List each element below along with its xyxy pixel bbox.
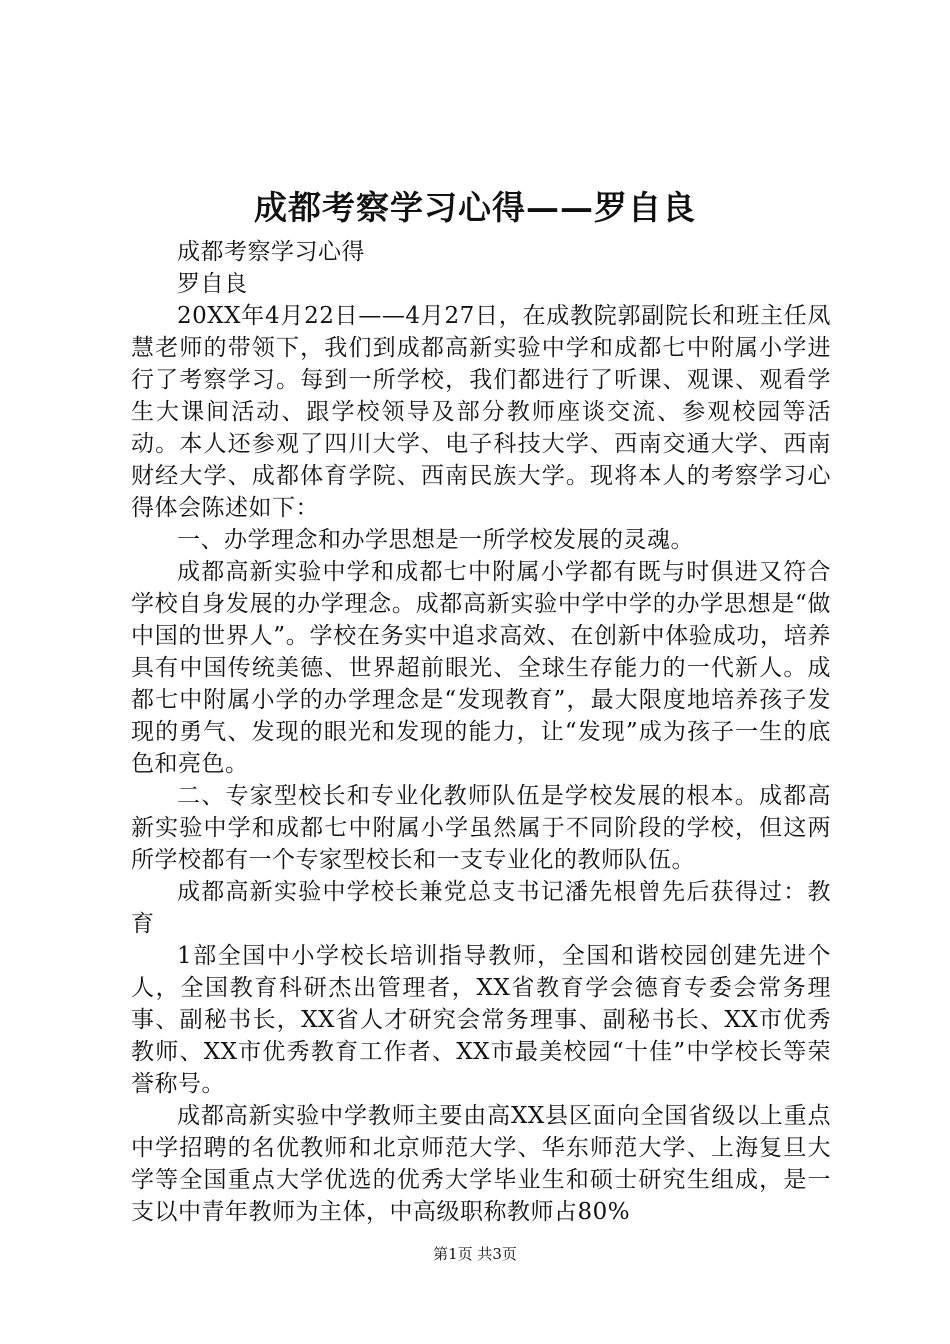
section-heading-1: 一、办学理念和办学思想是一所学校发展的灵魂。 bbox=[177, 527, 694, 553]
paragraph-author: 罗自良 bbox=[177, 271, 248, 297]
paragraph-intro: 20XX年4月22日——4月27日，在成教院郭副院长和班主任凤慧老师的带领下，我们到成都高新实验中学和成都七中附属小学进行了考察学习。每到一所学校，我们都进行了听课、观课、观看学生大课间活动、跟学校领导及部分教师座谈交流、参观校园等活动。本人还参观了四川大学、电子科技大学、西南交通大学、西南财经大学、成都体育学院、西南民族大学。现将本人的考察学习心得体会陈述如下： bbox=[131, 303, 831, 521]
paragraph-teachers: 成都高新实验中学教师主要由高XX县区面向全国省级以上重点中学招聘的名优教师和北京师范大学、华东师范大学、上海复旦大学等全国重点大学优选的优秀大学毕业生和硕士研究生组成，是一支以中青年教师为主体，中高级职称教师占80% bbox=[131, 1103, 831, 1225]
page-footer: 第1页 共3页 bbox=[433, 1245, 517, 1263]
paragraph-philosophy: 成都高新实验中学和成都七中附属小学都有既与时俱进又符合学校自身发展的办学理念。成都高新实验中学中学的办学思想是“做中国的世界人”。学校在务实中追求高效、在创新中体验成功，培养具有中国传统美德、世界超前眼光、全球生存能力的一代新人。成都七中附属小学的办学理念是“发现教育”，最大限度地培养孩子发现的勇气、发现的眼光和发现的能力，让“发现”成为孩子一生的底色和亮色。 bbox=[131, 559, 831, 777]
document-body bbox=[131, 236, 831, 1228]
document-title: 成都考察学习心得——罗自良 bbox=[254, 188, 696, 227]
paragraph-honors: 1部全国中小学校长培训指导教师，全国和谐校园创建先进个人，全国教育科研杰出管理者，XX省教育学会德育专委会常务理事、副秘书长，XX省人才研究会常务理事、副秘书长、XX市优秀教师、XX市优秀教育工作者、XX市最美校园“十佳”中学校长等荣誉称号。 bbox=[131, 943, 831, 1097]
paragraph-subtitle: 成都考察学习心得 bbox=[177, 239, 365, 265]
section-heading-2: 二、专家型校长和专业化教师队伍是学校发展的根本。成都高新实验中学和成都七中附属小学虽然属于不同阶段的学校，但这两所学校都有一个专家型校长和一支专业化的教师队伍。 bbox=[131, 783, 831, 873]
paragraph-principal: 成都高新实验中学校长兼党总支书记潘先根曾先后获得过：教育 bbox=[131, 879, 831, 937]
